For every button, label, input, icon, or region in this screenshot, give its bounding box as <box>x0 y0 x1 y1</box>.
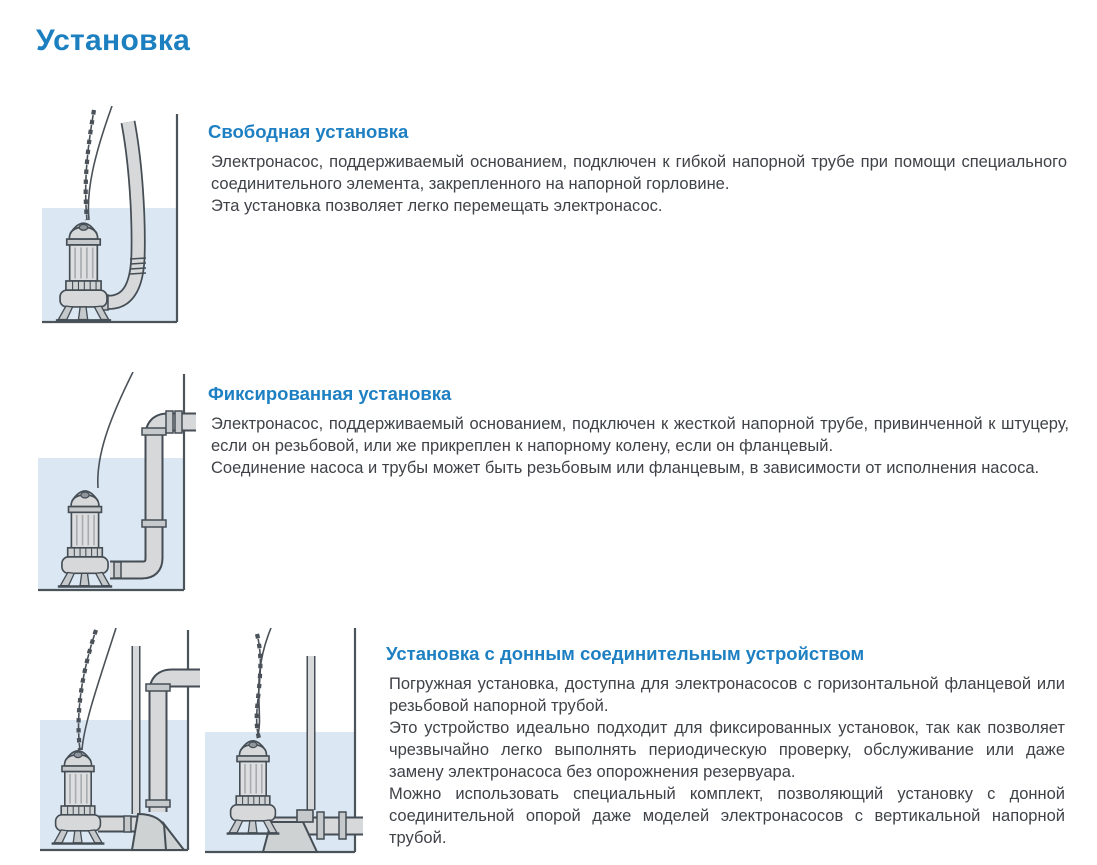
chain-icon <box>86 110 94 220</box>
paragraph: Погружная установка, доступна для электронасосов с горизонтальной фланцевой или резьбовой напорной трубой. <box>389 675 1065 715</box>
bottom-coupling-horizontal-drawing <box>205 626 363 858</box>
section-heading-bottom-coupling: Установка с донным соединительным устройством <box>386 643 865 664</box>
paragraph: Электронасос, поддерживаемый основанием, подключен к гибкой напорной трубе при помощи специального соединительного элемента, закрепленного на напорной горловине. <box>211 153 1067 193</box>
section-heading-fixed: Фиксированная установка <box>208 383 452 404</box>
paragraph: Эта установка позволяет легко перемещать электронасос. <box>211 197 663 215</box>
figure-fixed-installation <box>38 372 196 596</box>
paragraph: Это устройство идеально подходит для фиксированных установок, так как позволяет чрезвычайно легко выполнять периодическую проверку, обслуживание или даже замену электронасоса без опорожнения резервуара. <box>389 719 1065 781</box>
fixed-installation-drawing <box>38 372 196 596</box>
section-body-free <box>211 151 1067 217</box>
page-title: Установка <box>36 24 191 57</box>
section-body-bottom-coupling <box>389 673 1065 849</box>
figure-bottom-coupling-vertical <box>40 628 200 856</box>
paragraph: Электронасос, поддерживаемый основанием, подключен к жесткой напорной трубе, привинченной к штуцеру, если он резьбовой, или же прикреплен к напорному колену, если он фланцевый. <box>211 415 1069 455</box>
figure-bottom-coupling-horizontal <box>205 626 363 858</box>
free-installation-drawing <box>42 106 192 328</box>
paragraph: Соединение насоса и трубы может быть резьбовым или фланцевым, в зависимости от исполнения насоса. <box>211 459 1040 477</box>
figure-free-installation <box>42 106 192 328</box>
paragraph: Можно использовать специальный комплект, позволяющий установку с донной соединительной опорой даже моделей электронасосов с вертикальной напорной трубой. <box>389 785 1065 847</box>
section-heading-free: Свободная установка <box>208 121 409 142</box>
section-body-fixed <box>211 413 1069 479</box>
bottom-coupling-vertical-drawing <box>40 628 200 856</box>
